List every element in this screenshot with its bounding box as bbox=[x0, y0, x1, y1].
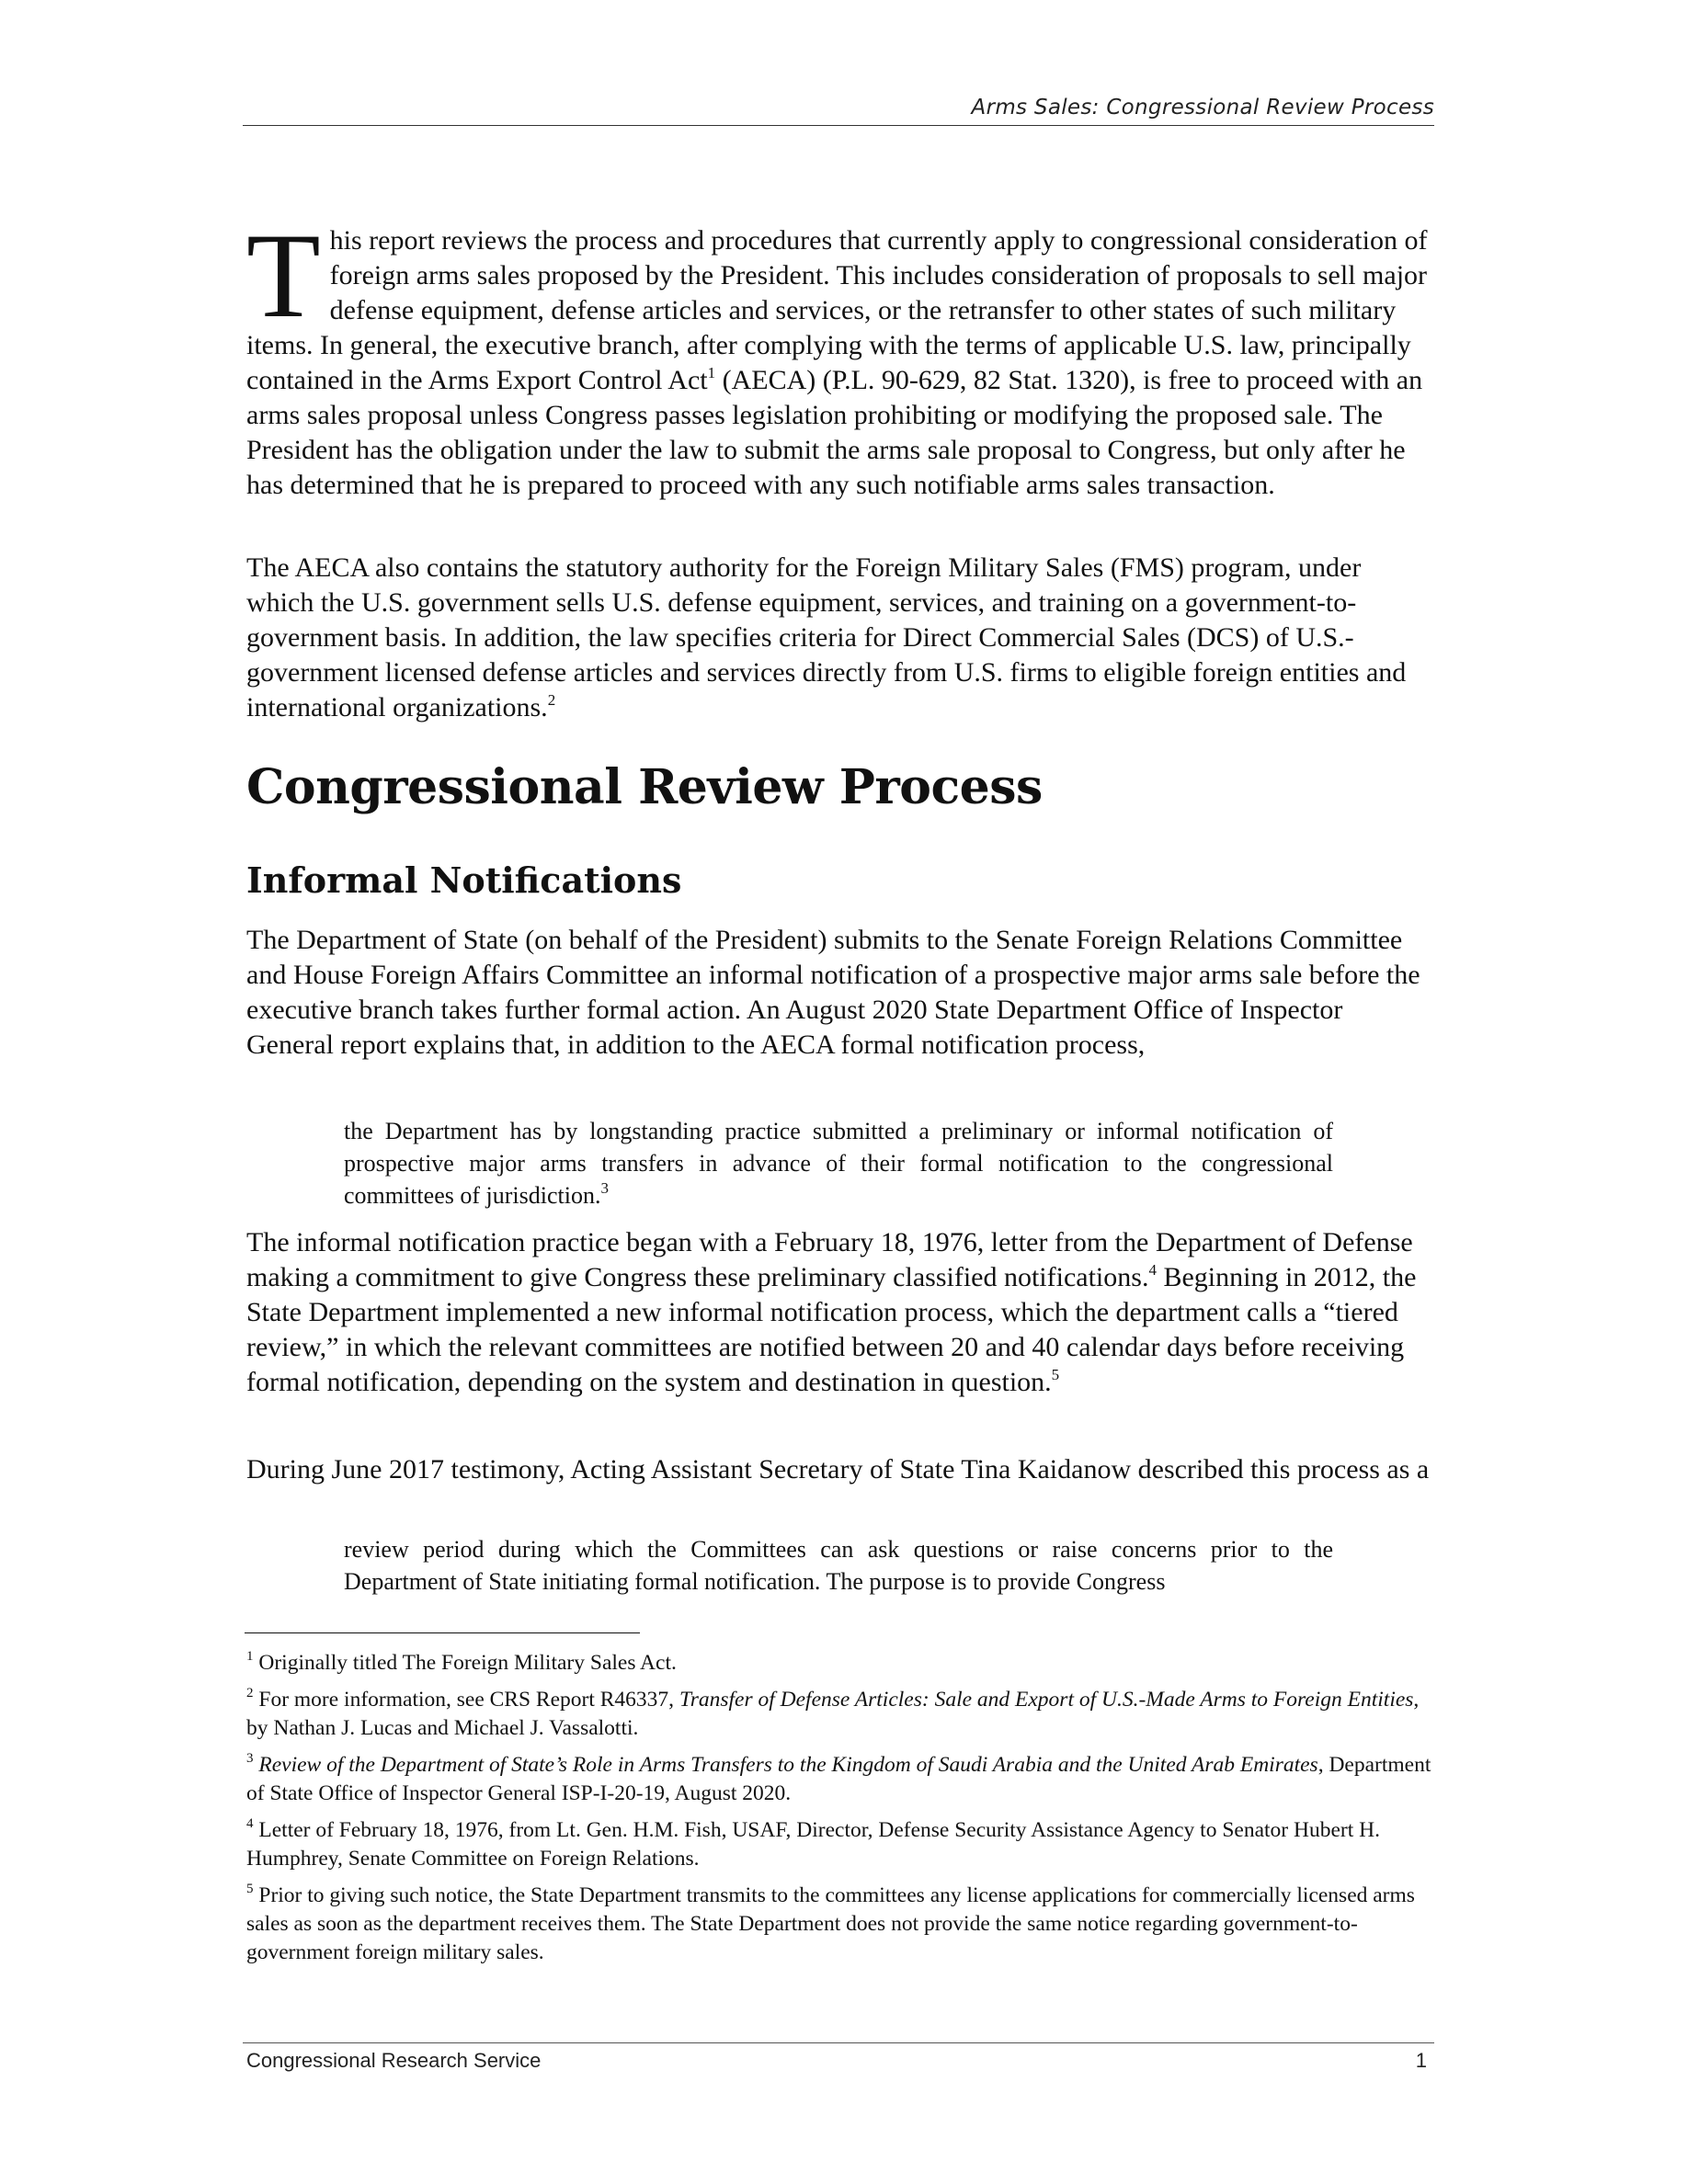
footnote-number: 4 bbox=[246, 1816, 254, 1832]
intro-p2-text: The AECA also contains the statutory authority for the Foreign Military Sales (FMS) program, under which the U.S. government sells U.S. defense equipment, services, and training on a government-to-government basis. In addition, the law specifies criteria for Direct Commercial Sales (DCS) of U.S.-government licensed defense articles and services directly from U.S. firms to eligible foreign entities and international organizations. bbox=[246, 552, 1407, 722]
footnote-item bbox=[246, 1751, 1438, 1808]
footnote-text: For more information, see CRS Report R46337, bbox=[258, 1688, 679, 1712]
quote-2-text: review period during which the Committees can ask questions or raise concerns prior to the Department of State initiating formal notification. The purpose is to provide Congress bbox=[344, 1536, 1333, 1595]
footnote-text: Letter of February 18, 1976, from Lt. Gen. H.M. Fish, USAF, Director, Defense Security Assistance Agency to Senator Hubert H. Humphrey, Senate Committee on Foreign Relations. bbox=[246, 1818, 1380, 1871]
block-quote-1 bbox=[344, 1115, 1333, 1211]
footnote-number: 1 bbox=[246, 1649, 254, 1665]
paragraph-4-text-a: The informal notification practice began with a February 18, 1976, letter from the Department of Defense making a commitment to give Congress these preliminary classified notifications. bbox=[246, 1227, 1413, 1292]
footnote-text: Originally titled The Foreign Military Sales Act. bbox=[258, 1651, 677, 1675]
footnote-item bbox=[246, 1882, 1438, 1967]
footnote-text: , by Nathan J. Lucas and Michael J. Vassalotti. bbox=[246, 1688, 1420, 1740]
section-heading: Congressional Review Process bbox=[246, 759, 1043, 815]
footnote-text: , Department of State Office of Inspector General ISP-I-20-19, August 2020. bbox=[246, 1753, 1431, 1805]
paragraph-informal-notification bbox=[246, 923, 1434, 1063]
footer-publisher: Congressional Research Service bbox=[246, 2049, 542, 2072]
footnotes bbox=[246, 1649, 1438, 1975]
paragraph-5-text: During June 2017 testimony, Acting Assistant Secretary of State Tina Kaidanow described this process as a bbox=[246, 1454, 1430, 1484]
footnote-citation-title: Review of the Department of State’s Role in Arms Transfers to the Kingdom of Saudi Arabia and the United Arab Emirates bbox=[258, 1753, 1318, 1777]
header-rule bbox=[243, 125, 1434, 126]
page-number: 1 bbox=[1415, 2049, 1427, 2072]
footnote-ref-2[interactable]: 2 bbox=[547, 691, 556, 709]
paragraph-testimony bbox=[246, 1452, 1434, 1487]
quote-1-text: the Department has by longstanding practice submitted a preliminary or informal notification of prospective major arms transfers in advance of their formal notification to the congressional committees of jurisdiction. bbox=[344, 1118, 1333, 1209]
paragraph-3-text: The Department of State (on behalf of the President) submits to the Senate Foreign Relations Committee and House Foreign Affairs Committee an informal notification of a prospective major arms sale before the executive branch takes further formal action. An August 2020 State Department Office of Inspector General report explains that, in addition to the AECA formal notification process, bbox=[246, 925, 1420, 1060]
paragraph-tiered-review bbox=[246, 1225, 1434, 1400]
intro-paragraph-2 bbox=[246, 551, 1434, 725]
footnote-number: 5 bbox=[246, 1882, 254, 1897]
footnote-ref-4[interactable]: 4 bbox=[1148, 1261, 1157, 1279]
footnote-item bbox=[246, 1816, 1438, 1873]
block-quote-2 bbox=[344, 1533, 1333, 1598]
footnote-separator bbox=[245, 1632, 640, 1633]
footnote-item bbox=[246, 1649, 1438, 1678]
footnote-number: 3 bbox=[246, 1751, 254, 1767]
running-header: Arms Sales: Congressional Review Process bbox=[971, 96, 1434, 119]
footnote-ref-1[interactable]: 1 bbox=[707, 364, 716, 381]
footnote-ref-5[interactable]: 5 bbox=[1051, 1366, 1060, 1383]
footnote-ref-3[interactable]: 3 bbox=[600, 1179, 609, 1198]
footnote-item bbox=[246, 1686, 1438, 1743]
intro-p1-text-b: (AECA) (P.L. 90-629, 82 Stat. 1320), is free to proceed with an arms sales proposal unless Congress passes legislation prohibiting or modifying the proposed sale. The President has the obligation under the law to submit the arms sale proposal to Congress, but only after he has determined that he is prepared to proceed with any such notifiable arms sales transaction. bbox=[246, 365, 1423, 500]
paragraph-4-text-b: Beginning in 2012, the State Department implemented a new informal notification process, which the department calls a “tiered review,” in which the relevant committees are notified between 20 and 40 calendar days before receiving formal notification, depending on the system and destination in question. bbox=[246, 1262, 1417, 1397]
footer-rule bbox=[243, 2042, 1434, 2043]
intro-p1-text: his report reviews the process and procedures that currently apply to congressional consideration of foreign arms sales proposed by the President. This includes consideration of proposals to sell major defense equipment, defense articles and services, or the retransfer to other states of such military items. In general, the executive branch, after complying with the terms of applicable U.S. law, principally contained in the Arms Export Control Act bbox=[246, 225, 1428, 395]
subsection-heading: Informal Notifications bbox=[246, 859, 682, 901]
intro-paragraph-1 bbox=[246, 208, 1434, 503]
footnote-text: Prior to giving such notice, the State Department transmits to the committees any license applications for commercially licensed arms sales as soon as the department receives them. The State Department does not provide the same notice regarding government-to-government foreign military sales. bbox=[246, 1883, 1415, 1964]
footnote-number: 2 bbox=[246, 1686, 254, 1701]
drop-cap: T bbox=[246, 208, 321, 343]
footnote-citation-title: Transfer of Defense Articles: Sale and Export of U.S.-Made Arms to Foreign Entities bbox=[679, 1688, 1414, 1712]
